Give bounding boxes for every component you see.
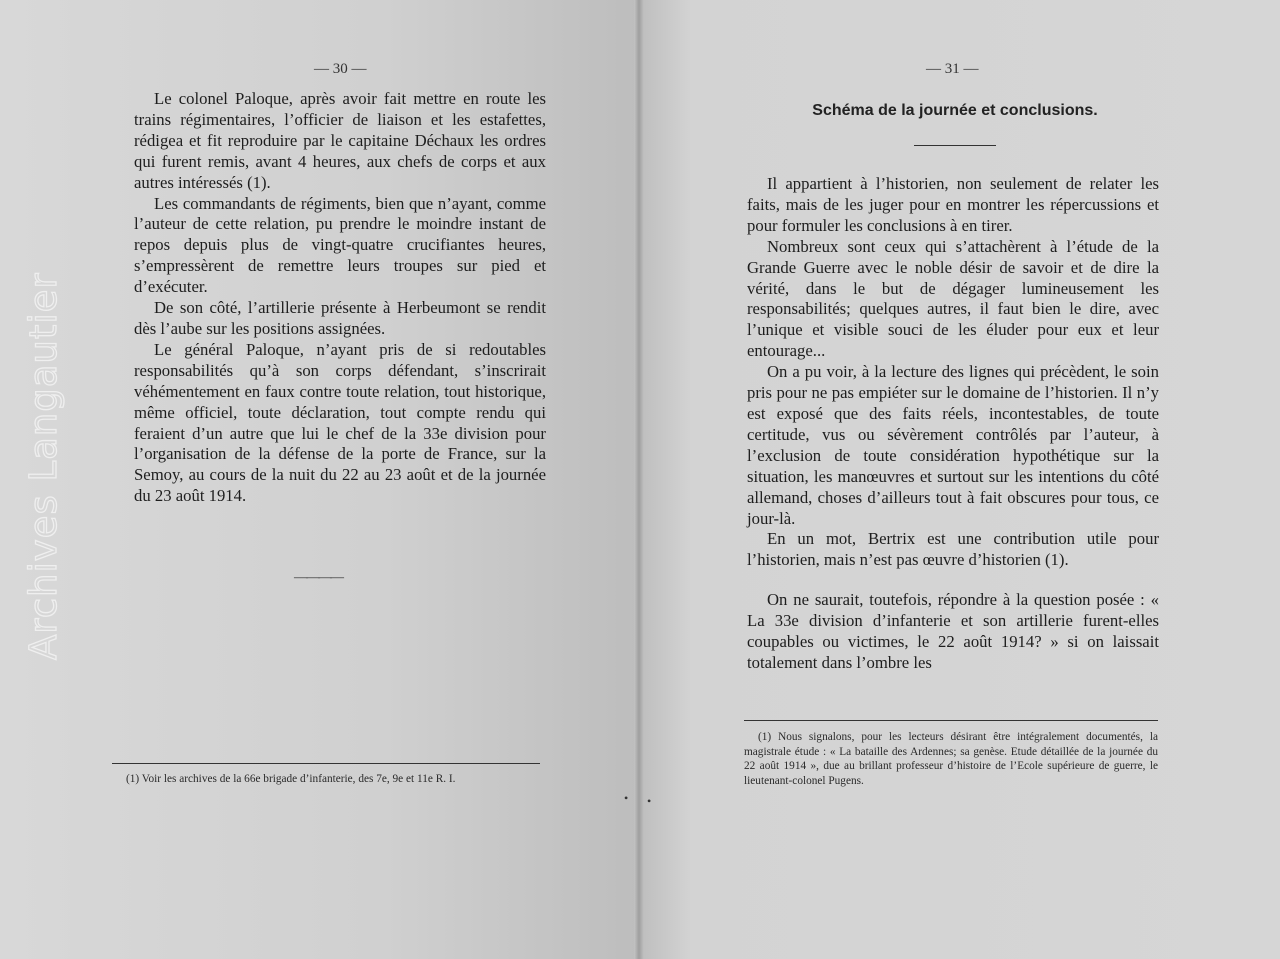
right-paragraph: Nombreux sont ceux qui s’attachèrent à l’étude de la Grande Guerre avec le noble désir de savoir et de dire la vérité, dans le but de dégager lumineusement les responsabilités; quelques autres, il faut bien le dire, avec l’unique et visible souci de les éluder pour eux et leur entourage...	[747, 236, 1159, 361]
right-paragraph: En un mot, Bertrix est une contribution utile pour l’historien, mais n’est pas œuvre d’historien (1).	[747, 529, 1159, 570]
left-paragraph: Le colonel Paloque, après avoir fait mettre en route les trains régimentaires, l’officier de liaison et les estafettes, rédigea et fit reproduire par le capitaine Déchaux les ordres qui furent remis, avant 4 heures, aux chefs de corps et aux autres intéressés (1).	[134, 89, 546, 192]
right-footnote	[744, 730, 1158, 788]
left-footnote-text: (1) Voir les archives de la 66e brigade d’infanterie, des 7e, 9e et 11e R. I.	[126, 773, 456, 785]
section-separator: ————	[294, 570, 342, 585]
gutter-mark: •	[624, 791, 629, 805]
left-page-number: — 30 —	[314, 61, 367, 77]
section-heading: Schéma de la journée et conclusions.	[812, 102, 1098, 119]
left-footnote	[112, 772, 540, 787]
right-paragraph: On a pu voir, à la lecture des lignes qui précèdent, le soin pris pour ne pas empiéter sur le domaine de l’historien. Il n’y est exposé que des faits réels, incontestables, de toute certitude, vus ou sévèrement contrôlés par l’auteur, à l’exclusion de toute considération hypothétique sur la situation, les manœuvres et surtout sur les intentions du côté allemand, choses d’ailleurs tout à fait obscures pour tous, ce jour-là.	[747, 362, 1159, 528]
left-paragraph: Le général Paloque, n’ayant pris de si redoutables responsabilités qu’à son corps défendant, s’inscrirait véhémentement en faux contre toute relation, tout historique, même officiel, toute déclaration, tout compte rendu qui feraient d’un autre que lui le chef de la 33e division pour l’organisation de la défense de la porte de France, sur la Semoy, au cours de la nuit du 22 au 23 août et de la journée du 23 août 1914.	[134, 339, 546, 506]
book-gutter	[634, 0, 644, 959]
right-body-text	[747, 174, 1159, 674]
left-paragraph: Les commandants de régiments, bien que n’ayant, comme l’auteur de cette relation, pu prendre le moindre instant de repos depuis plus de vingt-quatre crucifiantes heures, s’empressèrent de remettre leurs troupes sur pied et d’exécuter.	[134, 193, 546, 297]
right-paragraph: On ne saurait, toutefois, répondre à la question posée : « La 33e division d’infanterie et son artillerie furent-elles coupables ou victimes, le 22 août 1914? » si on laissait totalement dans l’ombre les	[747, 590, 1159, 672]
right-page-number: — 31 —	[926, 61, 979, 77]
left-body-text	[134, 89, 546, 507]
right-footnote-rule	[744, 720, 1158, 721]
left-footnote-rule	[112, 763, 540, 764]
heading-underline	[914, 145, 996, 146]
archive-watermark: Archives Langautier	[22, 272, 65, 660]
right-footnote-text: (1) Nous signalons, pour les lecteurs désirant être intégralement documentés, la magistrale étude : « La bataille des Ardennes; sa genèse. Etude détaillée de la journée du 22 août 1914 », due au brillant professeur d’histoire de l’Ecole supérieure de guerre, le lieutenant-colonel Pugens.	[744, 731, 1158, 787]
gutter-mark: •	[647, 794, 652, 808]
right-paragraph: Il appartient à l’historien, non seulement de relater les faits, mais de les juger pour en montrer les répercussions et pour formuler les conclusions à en tirer.	[747, 174, 1159, 235]
left-paragraph: De son côté, l’artillerie présente à Herbeumont se rendit dès l’aube sur les positions assignées.	[134, 298, 546, 338]
